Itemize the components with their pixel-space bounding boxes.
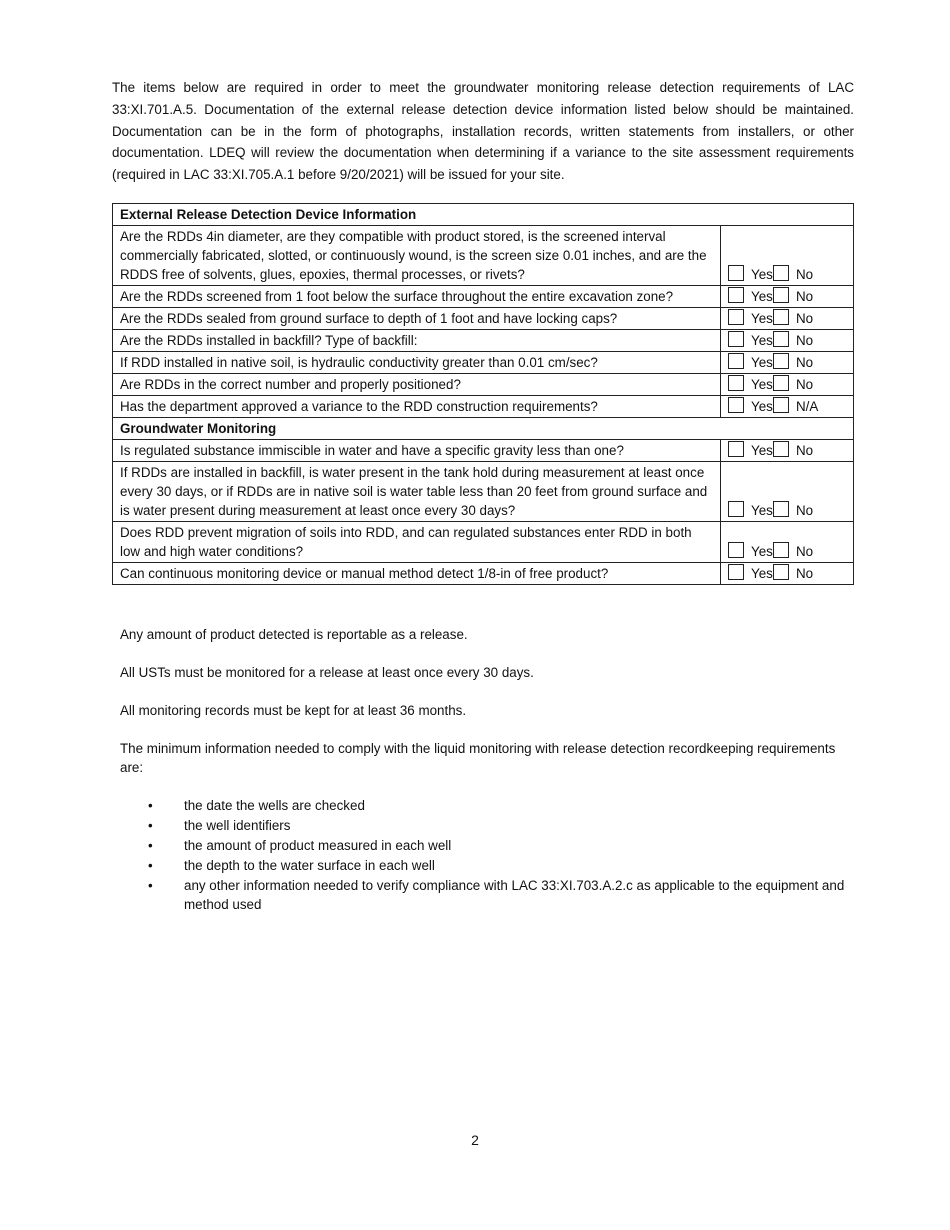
answer-options xyxy=(721,225,854,285)
page-number: 2 xyxy=(471,1132,479,1148)
table-row xyxy=(113,307,854,329)
question-text: Are RDDs in the correct number and properly positioned? xyxy=(113,373,721,395)
answer-options xyxy=(721,351,854,373)
checkbox[interactable] xyxy=(728,331,744,347)
checkbox[interactable] xyxy=(773,375,789,391)
question-text: If RDDs are installed in backfill, is water present in the tank hold during measurement at least once every 30 days, or if RDDs are in native soil is water table less than 20 feet from ground surface and is water present during measurement at least once every 30 days? xyxy=(113,461,721,521)
checkbox-label: Yes xyxy=(751,332,773,348)
checkbox[interactable] xyxy=(773,287,789,303)
checkbox[interactable] xyxy=(773,331,789,347)
checkbox[interactable] xyxy=(728,441,744,457)
answer-option[interactable] xyxy=(728,542,773,561)
list-item-text: any other information needed to verify compliance with LAC 33:XI.703.A.2.c as applicable to the equipment and method used xyxy=(184,877,845,912)
checkbox[interactable] xyxy=(728,375,744,391)
checkbox-label: Yes xyxy=(751,310,773,326)
table-row xyxy=(113,351,854,373)
answer-options xyxy=(721,562,854,584)
answer-options xyxy=(721,521,854,562)
document-page xyxy=(112,77,854,915)
bullet-icon: • xyxy=(148,877,153,893)
answer-option[interactable] xyxy=(728,564,773,583)
checkbox[interactable] xyxy=(728,309,744,325)
question-text: Is regulated substance immiscible in water and have a specific gravity less than one? xyxy=(113,439,721,461)
question-text: Are the RDDs 4in diameter, are they compatible with product stored, is the screened interval commercially fabricated, slotted, or continuously wound, is the screen size 0.01 inches, and are the RDDS free of solvents, glues, epoxies, thermal processes, or rivets? xyxy=(113,225,721,285)
checkbox-label: Yes xyxy=(751,288,773,304)
answer-options xyxy=(721,329,854,351)
answer-options xyxy=(721,307,854,329)
answer-option[interactable] xyxy=(728,375,773,394)
answer-option[interactable] xyxy=(773,501,818,520)
list-item xyxy=(148,816,854,835)
checkbox-label: Yes xyxy=(751,543,773,559)
answer-option[interactable] xyxy=(728,441,773,460)
table-row xyxy=(113,439,854,461)
checkbox-label: Yes xyxy=(751,376,773,392)
answer-option[interactable] xyxy=(728,397,773,416)
list-item-text: the amount of product measured in each well xyxy=(184,837,452,853)
checkbox[interactable] xyxy=(728,542,744,558)
intro-paragraph: The items below are required in order to meet the groundwater monitoring release detection requirements of LAC 33:XI.701.A.5. Documentation of the external release detection device information listed below should be maintained. Documentation can be in the form of photographs, installation records, written statements from installers, or other documentation. LDEQ will review the documentation when determining if a variance to the site assessment requirements (required in LAC 33:XI.705.A.1 before 9/20/2021) will be issued for your site. xyxy=(112,80,854,183)
checkbox[interactable] xyxy=(773,501,789,517)
checkbox[interactable] xyxy=(773,542,789,558)
checkbox-label: No xyxy=(796,565,814,581)
list-item xyxy=(148,796,854,815)
question-text: Can continuous monitoring device or manual method detect 1/8-in of free product? xyxy=(113,562,721,584)
answer-options xyxy=(721,373,854,395)
answer-option[interactable] xyxy=(728,265,773,284)
question-text: Are the RDDs sealed from ground surface to depth of 1 foot and have locking caps? xyxy=(113,307,721,329)
list-item-text: the depth to the water surface in each well xyxy=(184,857,435,873)
question-text: Are the RDDs installed in backfill? Type of backfill: xyxy=(113,329,721,351)
checkbox[interactable] xyxy=(728,397,744,413)
note-monitoring-frequency: All USTs must be monitored for a release at least once every 30 days. xyxy=(120,664,534,680)
checkbox-label: Yes xyxy=(751,398,773,414)
answer-options xyxy=(721,439,854,461)
recordkeeping-list xyxy=(120,796,854,914)
question-text: Are the RDDs screened from 1 foot below the surface throughout the entire excavation zone? xyxy=(113,285,721,307)
table-row xyxy=(113,329,854,351)
answer-options xyxy=(721,461,854,521)
table-row xyxy=(113,225,854,285)
checkbox-label: No xyxy=(796,332,814,348)
checkbox[interactable] xyxy=(773,309,789,325)
answer-option[interactable] xyxy=(773,309,818,328)
checkbox[interactable] xyxy=(773,265,789,281)
answer-option[interactable] xyxy=(773,375,818,394)
checkbox[interactable] xyxy=(728,353,744,369)
checkbox-label: No xyxy=(796,502,814,518)
answer-option[interactable] xyxy=(773,331,818,350)
answer-option[interactable] xyxy=(728,287,773,306)
checkbox[interactable] xyxy=(773,564,789,580)
checkbox-label: Yes xyxy=(751,502,773,518)
answer-option[interactable] xyxy=(773,397,818,416)
answer-option[interactable] xyxy=(773,542,818,561)
question-text: Does RDD prevent migration of soils into RDD, and can regulated substances enter RDD in both low and high water conditions? xyxy=(113,521,721,562)
checkbox-label: No xyxy=(796,310,814,326)
checkbox[interactable] xyxy=(728,564,744,580)
note-record-retention: All monitoring records must be kept for at least 36 months. xyxy=(120,702,467,718)
answer-option[interactable] xyxy=(728,309,773,328)
section-title-external-rdd: External Release Detection Device Information xyxy=(113,203,854,225)
notes-section xyxy=(112,625,854,914)
checkbox[interactable] xyxy=(728,501,744,517)
checkbox-label: No xyxy=(796,266,814,282)
list-item xyxy=(148,856,854,875)
table-row xyxy=(113,395,854,417)
table-row xyxy=(113,373,854,395)
note-minimum-information: The minimum information needed to comply with the liquid monitoring with release detection recordkeeping requirements are: xyxy=(120,740,836,775)
checkbox-label: Yes xyxy=(751,565,773,581)
checkbox-label: No xyxy=(796,354,814,370)
answer-option[interactable] xyxy=(773,287,818,306)
checkbox[interactable] xyxy=(728,265,744,281)
answer-option[interactable] xyxy=(773,441,818,460)
answer-options xyxy=(721,395,854,417)
bullet-icon: • xyxy=(148,817,153,833)
checkbox-label: No xyxy=(796,442,814,458)
answer-option[interactable] xyxy=(773,265,818,284)
checkbox-label: Yes xyxy=(751,354,773,370)
answer-option[interactable] xyxy=(773,353,818,372)
checkbox-label: Yes xyxy=(751,266,773,282)
rdd-checklist-table xyxy=(112,203,854,585)
checkbox-label: Yes xyxy=(751,442,773,458)
bullet-icon: • xyxy=(148,857,153,873)
checkbox[interactable] xyxy=(773,353,789,369)
section-title-groundwater: Groundwater Monitoring xyxy=(113,417,854,439)
checkbox-label: N/A xyxy=(796,398,819,414)
answer-options xyxy=(721,285,854,307)
question-text: If RDD installed in native soil, is hydraulic conductivity greater than 0.01 cm/sec? xyxy=(113,351,721,373)
question-text: Has the department approved a variance to the RDD construction requirements? xyxy=(113,395,721,417)
table-row xyxy=(113,461,854,521)
list-item-text: the well identifiers xyxy=(184,817,291,833)
bullet-icon: • xyxy=(148,797,153,813)
checkbox-label: No xyxy=(796,543,814,559)
checkbox-label: No xyxy=(796,376,814,392)
section-header-row xyxy=(113,417,854,439)
answer-option[interactable] xyxy=(728,331,773,350)
answer-option[interactable] xyxy=(773,564,818,583)
answer-option[interactable] xyxy=(728,501,773,520)
list-item xyxy=(148,876,854,914)
checkbox[interactable] xyxy=(728,287,744,303)
section-header-row xyxy=(113,203,854,225)
table-row xyxy=(113,521,854,562)
table-row xyxy=(113,562,854,584)
list-item-text: the date the wells are checked xyxy=(184,797,365,813)
answer-option[interactable] xyxy=(728,353,773,372)
table-row xyxy=(113,285,854,307)
note-reportable: Any amount of product detected is reportable as a release. xyxy=(120,626,468,642)
checkbox-label: No xyxy=(796,288,814,304)
checkbox[interactable] xyxy=(773,441,789,457)
list-item xyxy=(148,836,854,855)
bullet-icon: • xyxy=(148,837,153,853)
checkbox[interactable] xyxy=(773,397,789,413)
